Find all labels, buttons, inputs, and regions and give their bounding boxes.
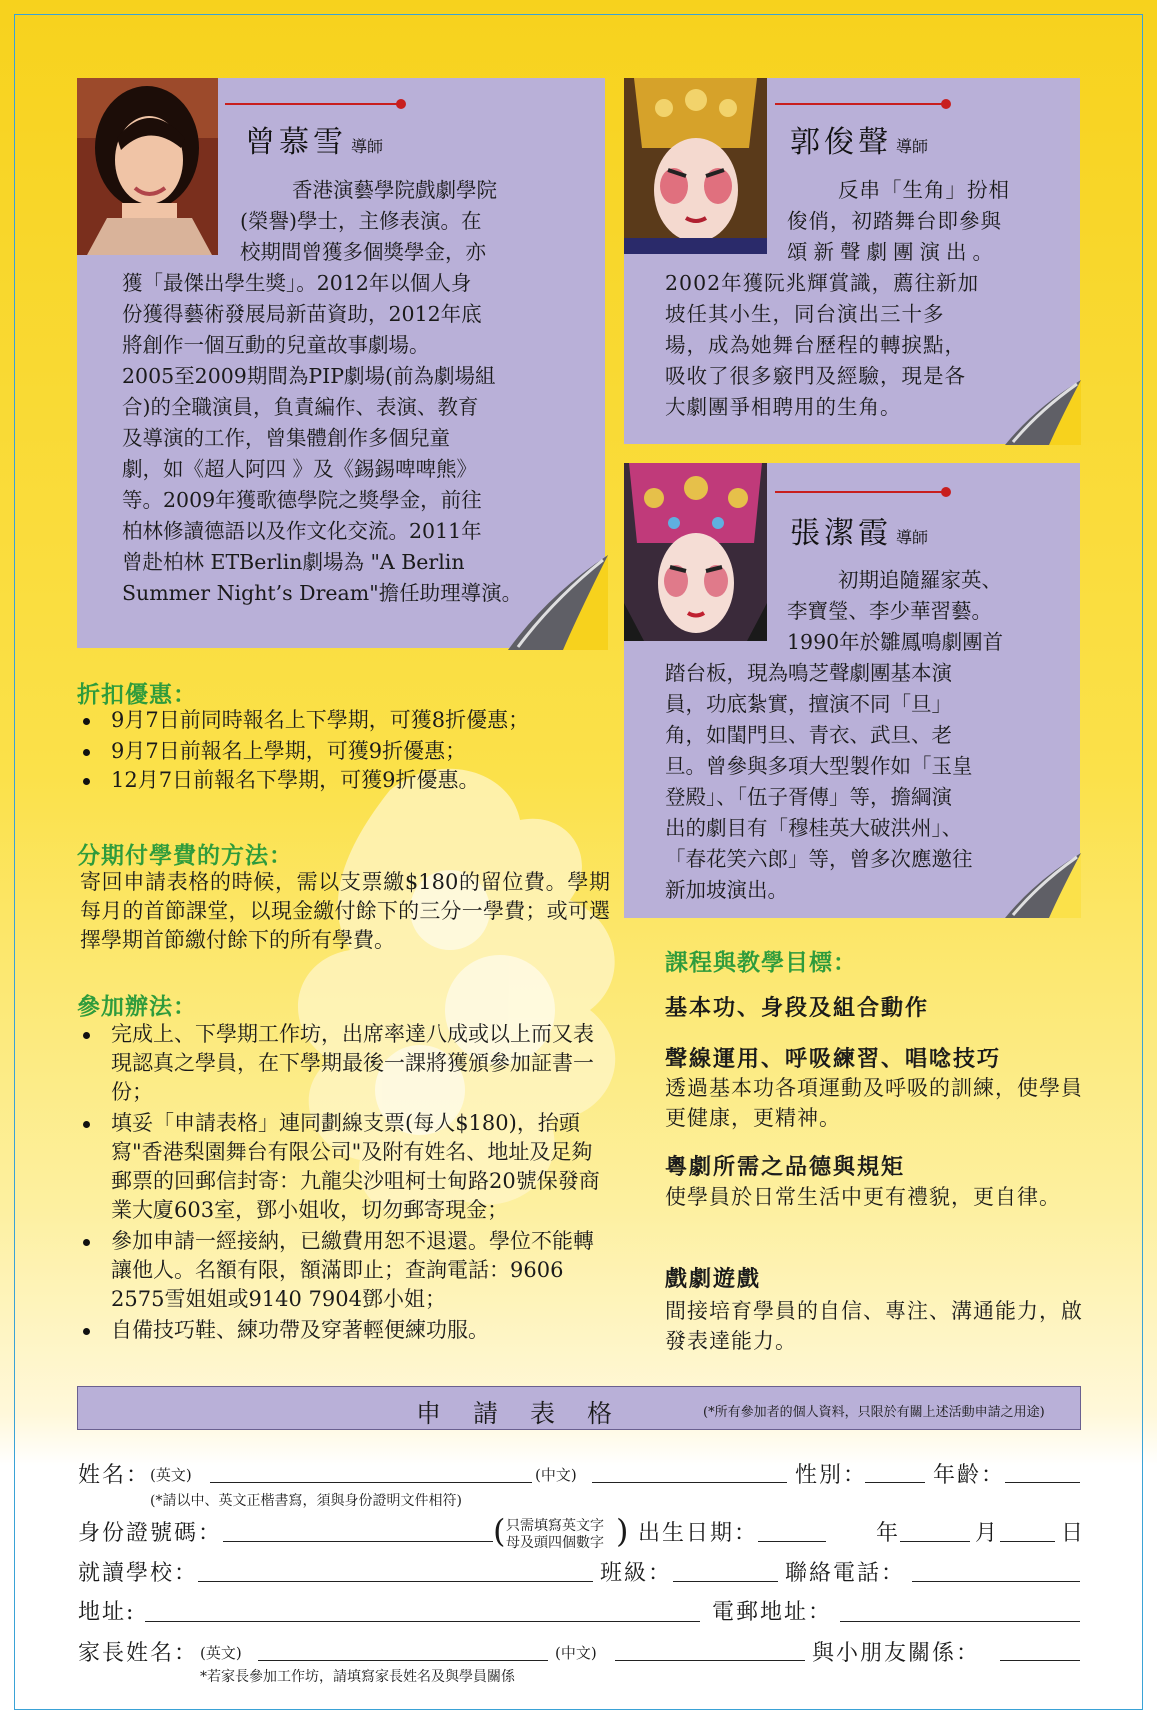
id-field[interactable]: [223, 1541, 493, 1542]
course-heading-1: 基本功、身段及組合動作: [665, 995, 930, 1021]
instructor-bio-1: 香港演藝學院戲劇學院 (榮譽)學士，主修表演。在 校期間曾獲多個獎學金，亦 獲「最傑出學生獎」。2012年以個人身 份獲得藝術發展局新苗資助，2012年底 將創作一個互動的兒童故事劇場。 2005至2009期間為PIP劇場(前為劇場組 合)的全職演員，負責編作、表演、教育 及導演的工作，曾集體創作多個兒童 劇，如《超人阿四 》及《錫錫啤啤熊》 等。2009年獲歌德學院之獎學金，前往 柏林修讀德語以及作文化交流。2011年 曾赴柏林 ETBerlin劇場為 "A Berlin Summer Night’s Dream"擔任助理導演。: [122, 178, 523, 605]
page-curl-2: [1005, 380, 1081, 445]
dob-year-field[interactable]: [758, 1541, 826, 1542]
address-label: 地址:: [78, 1600, 136, 1625]
course-text-3: 使學員於日常生活中更有禮貌，更自律。: [665, 1185, 1061, 1209]
id-note-bracket-right: ): [616, 1512, 629, 1550]
application-form-header: [77, 1386, 1081, 1430]
month-label: 月: [975, 1521, 1000, 1546]
accent-line-3: [775, 491, 945, 493]
participation-title: 參加辦法：: [77, 994, 197, 1020]
list-item: 9月7日前報名上學期，可獲9折優惠；: [77, 737, 612, 766]
courses-title: 課程與教學目標：: [665, 950, 857, 976]
year-label: 年: [876, 1521, 901, 1546]
accent-line-1: [225, 103, 400, 105]
email-field[interactable]: [840, 1621, 1080, 1622]
instructor-name-1: 曾慕雪 導師: [245, 125, 384, 160]
name-cn-field[interactable]: [592, 1482, 787, 1483]
list-item: 自備技巧鞋、練功帶及穿著輕便練功服。: [77, 1316, 612, 1345]
age-label: 年齡：: [933, 1463, 1006, 1488]
page-curl-1: [508, 555, 608, 650]
instructor-bio-2: 反串「生角」扮相 俊俏，初踏舞台即參與 頌新聲劇團演出。 2002年獲阮兆輝賞識，薦往新加 坡任其小生，同台演出三十多 場，成為她舞台歷程的轉捩點， 吸收了很多竅門及經驗，現是各 大劇團爭相聘用的生角。: [665, 178, 1010, 419]
parent-name-label: 家長姓名：: [78, 1641, 199, 1666]
name-en-field[interactable]: [210, 1482, 532, 1483]
relation-field[interactable]: [1000, 1660, 1080, 1661]
accent-dot-2: [941, 99, 951, 109]
course-heading-4: 戲劇遊戲: [665, 1266, 762, 1292]
accent-dot-1: [396, 99, 406, 109]
class-label: 班級：: [600, 1561, 673, 1586]
name-cn-label: (中文): [535, 1466, 577, 1484]
list-item: 參加申請一經接納，已繳費用恕不退還。學位不能轉讓他人。名額有限，額滿即止；查詢電話：9606 2575雪姐姐或9140 7904鄧小姐；: [77, 1227, 612, 1314]
list-item: 12月7日前報名下學期，可獲9折優惠。: [77, 766, 612, 795]
id-note-line-2: 母及頭四個數字: [506, 1535, 604, 1551]
form-title: 申請表格: [416, 1399, 645, 1428]
list-item: 填妥「申請表格」連同劃線支票(每人$180)，抬頭寫"香港梨園舞台有限公司"及附有姓名、地址及足夠郵票的回郵信封寄：九龍尖沙咀柯士甸路20號保發商業大廈603室，鄧小姐收，切勿郵寄現金；: [77, 1109, 612, 1225]
accent-dot-3: [941, 487, 951, 497]
discount-title: 折扣優惠：: [77, 682, 197, 708]
parent-name-en-field[interactable]: [258, 1660, 548, 1661]
gender-label: 性別：: [795, 1463, 868, 1488]
address-field[interactable]: [145, 1621, 700, 1622]
id-note-line-1: 只需填寫英文字: [506, 1518, 604, 1534]
accent-line-2: [775, 103, 945, 105]
parent-name-cn-field[interactable]: [615, 1660, 805, 1661]
course-text-2: 透過基本功各項運動及呼吸的訓練，使學員更健康，更精神。: [665, 1076, 1083, 1130]
school-label: 就讀學校：: [78, 1561, 199, 1586]
list-item: 完成上、下學期工作坊，出席率達八成或以上而又表現認真之學員，在下學期最後一課將獲頒參加証書一份；: [77, 1020, 612, 1107]
installment-title: 分期付學費的方法：: [77, 843, 293, 869]
dob-label: 出生日期：: [638, 1521, 759, 1546]
instructor-name-2: 郭俊聲 導師: [790, 125, 929, 160]
instructor-bio-3: 初期追隨羅家英、 李寶瑩、李少華習藝。 1990年於雛鳳鳴劇團首 踏台板，現為鳴芝聲劇團基本演 員，功底紮實，擅演不同「旦」 角，如閨門旦、青衣、武旦、老 旦。曾參與多項大型製作如「玉皇 登殿」、「伍子胥傳」等，擔綱演 出的劇目有「穆桂英大破洪州」、 「春花笑六郎」等，曾多次應邀往 新加坡演出。: [665, 568, 1004, 902]
course-text-4: 間接培育學員的自信、專注、溝通能力，啟發表達能力。: [665, 1299, 1083, 1353]
email-label: 電郵地址：: [712, 1600, 833, 1625]
gender-field[interactable]: [865, 1482, 925, 1483]
parent-note: *若家長參加工作坊，請填寫家長姓名及與學員關係: [200, 1669, 515, 1685]
school-field[interactable]: [198, 1581, 593, 1582]
course-heading-2: 聲線運用、呼吸練習、唱唸技巧: [665, 1046, 1002, 1072]
name-label: 姓名：: [78, 1463, 151, 1488]
participation-list: [77, 1020, 612, 1345]
parent-en-label: (英文): [200, 1644, 242, 1662]
age-field[interactable]: [1005, 1482, 1080, 1483]
form-privacy-note: (*所有參加者的個人資料，只限於有關上述活動申請之用途): [703, 1405, 1045, 1420]
dob-day-field[interactable]: [1000, 1541, 1055, 1542]
discount-list: [77, 706, 612, 795]
installment-text: 寄回申請表格的時候，需以支票繳$180的留位費。學期每月的首節課堂，以現金繳付餘下的三分一學費；或可選擇學期首節繳付餘下的所有學費。: [80, 870, 610, 952]
course-heading-3: 粵劇所需之品德與規矩: [665, 1154, 906, 1180]
list-item: 9月7日前同時報名上下學期，可獲8折優惠；: [77, 706, 612, 735]
page-curl-3: [1005, 853, 1081, 918]
name-note: (*請以中、英文正楷書寫，須與身份證明文件相符): [150, 1493, 462, 1509]
phone-field[interactable]: [912, 1581, 1080, 1582]
class-field[interactable]: [673, 1581, 778, 1582]
parent-cn-label: (中文): [555, 1644, 597, 1662]
relation-label: 與小朋友關係：: [812, 1641, 981, 1666]
instructor-name-3: 張潔霞 導師: [790, 516, 929, 551]
dob-month-field[interactable]: [900, 1541, 970, 1542]
name-en-label: (英文): [150, 1466, 192, 1484]
id-note-bracket-left: (: [493, 1512, 506, 1550]
phone-label: 聯絡電話：: [785, 1561, 906, 1586]
id-label: 身份證號碼：: [78, 1521, 223, 1546]
day-label: 日: [1061, 1521, 1086, 1546]
